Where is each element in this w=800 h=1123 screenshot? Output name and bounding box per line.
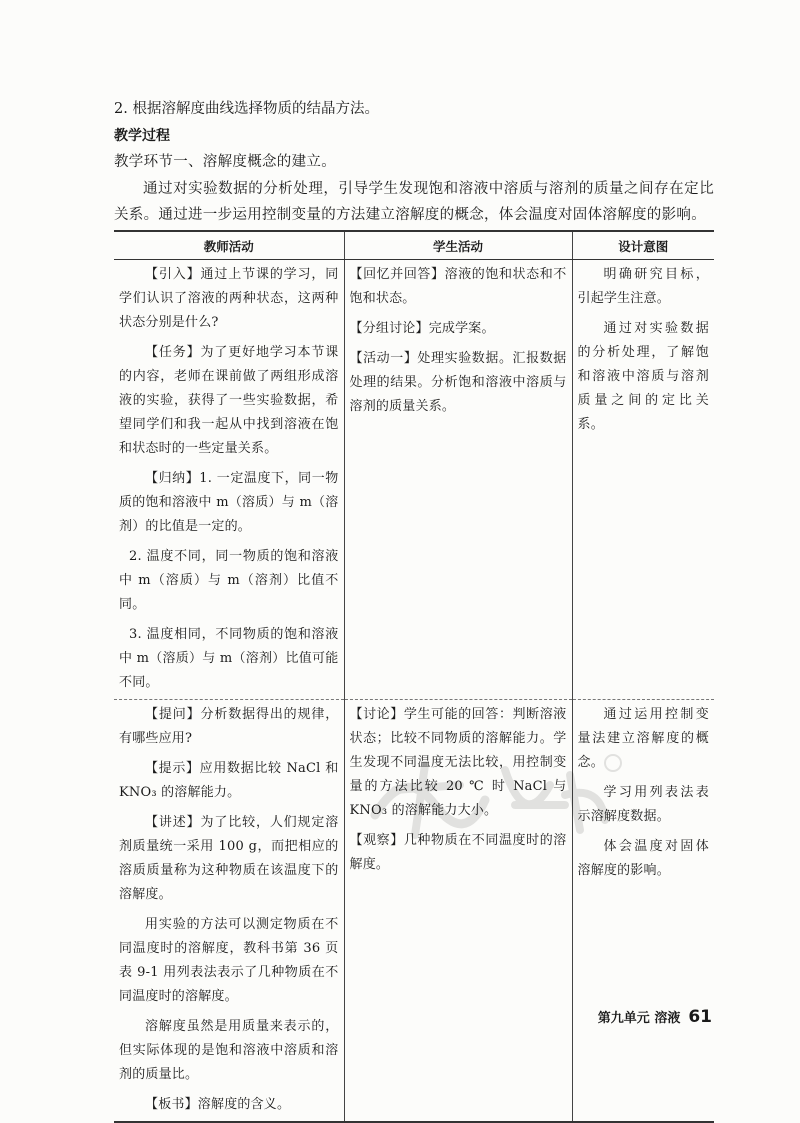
design-text: 明确研究目标，引起学生注意。: [577, 267, 709, 306]
teacher-text: 溶解度虽然是用质量来表示的，但实际体现的是饱和溶液中溶质和溶剂的质量比。: [119, 1019, 339, 1082]
teacher-text: 【提问】分析数据得出的规律，有哪些应用?: [119, 707, 339, 746]
table-header-row: [114, 231, 714, 260]
page-footer: [598, 1007, 712, 1027]
student-text: 【回忆并回答】溶液的饱和状态和不饱和状态。: [349, 267, 567, 306]
teacher-text: 【引入】通过上节课的学习，同学们认识了溶液的两种状态，这两种状态分别是什么?: [119, 267, 339, 330]
teacher-cell: [114, 700, 344, 1123]
objective-item-2: 2. 根据溶解度曲线选择物质的结晶方法。: [114, 101, 379, 117]
header-teacher: 教师活动: [114, 231, 344, 260]
student-text: 【观察】几种物质在不同温度时的溶解度。: [349, 833, 567, 872]
teacher-text: 【任务】为了更好地学习本节课的内容，老师在课前做了两组形成溶液的实验，获得了一些实验数据，希望同学们和我一起从中找到溶液在饱和状态时的一些定量关系。: [119, 345, 339, 456]
teacher-text: 3. 温度相同，不同物质的饱和溶液中 m（溶质）与 m（溶剂）比值可能不同。: [119, 627, 339, 690]
teacher-text: 2. 温度不同，同一物质的饱和溶液中 m（溶质）与 m（溶剂）比值不同。: [119, 549, 339, 612]
design-text: 体会温度对固体溶解度的影响。: [577, 839, 709, 878]
teacher-cell: [114, 260, 344, 700]
student-text: 【活动一】处理实验数据。汇报数据处理的结果。分析饱和溶液中溶质与溶剂的质量关系。: [349, 351, 567, 414]
teacher-text: 【归纳】1. 一定温度下，同一物质的饱和溶液中 m（溶质）与 m（溶剂）的比值是一定的。: [119, 471, 339, 534]
teacher-text: 【板书】溶解度的含义。: [145, 1097, 291, 1112]
intro-paragraph: 通过对实验数据的分析处理，引导学生发现饱和溶液中溶质与溶剂的质量之间存在定比关系。通过进一步运用控制变量的方法建立溶解度的概念，体会温度对固体溶解度的影响。: [114, 180, 714, 223]
teacher-text: 【讲述】为了比较，人们规定溶剂质量统一采用 100 g，而把相应的溶质质量称为这种物质在该温度下的溶解度。: [119, 815, 339, 902]
section-title: 教学过程: [114, 127, 170, 144]
student-text: 【分组讨论】完成学案。: [349, 321, 495, 336]
teacher-text: 【提示】应用数据比较 NaCl 和 KNO₃ 的溶解能力。: [119, 761, 339, 800]
design-cell: [572, 700, 714, 1123]
unit-title: 第九单元 溶液: [597, 1011, 681, 1026]
page-number: 61: [688, 1007, 712, 1027]
table-row: [114, 260, 714, 700]
teacher-text: 用实验的方法可以测定物质在不同温度时的溶解度，教科书第 36 页表 9-1 用列表法表示了几种物质在不同温度时的溶解度。: [119, 917, 339, 1004]
header-design: 设计意图: [572, 231, 714, 260]
stage-heading: 教学环节一、溶解度概念的建立。: [114, 154, 336, 170]
student-cell: [344, 700, 572, 1123]
header-student: 学生活动: [344, 231, 572, 260]
design-text: 学习用列表法表示溶解度数据。: [577, 785, 709, 824]
table-row: [114, 700, 714, 1123]
design-text: 通过对实验数据的分析处理，了解饱和溶液中溶质与溶剂质量之间的定比关系。: [577, 321, 709, 432]
lesson-table: [114, 230, 714, 1123]
student-text: 【讨论】学生可能的回答：判断溶液状态；比较不同物质的溶解能力。学生发现不同温度无法比较，用控制变量的方法比较 20 ℃ 时 NaCl 与 KNO₃ 的溶解能力大小。: [349, 707, 567, 818]
design-cell: [572, 260, 714, 700]
design-text: 通过运用控制变量法建立溶解度的概念。: [577, 707, 709, 770]
intro-section: [114, 96, 714, 229]
student-cell: [344, 260, 572, 700]
